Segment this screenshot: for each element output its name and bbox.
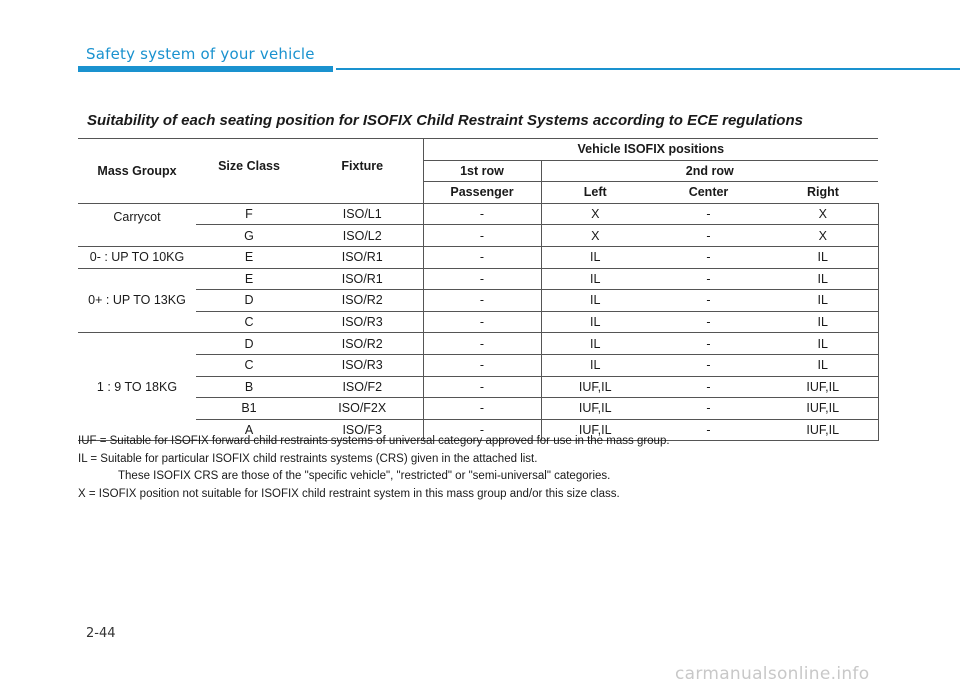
- right-cell: IL: [768, 333, 878, 355]
- size-class-cell: C: [196, 354, 302, 376]
- fixture-cell: ISO/F2: [302, 376, 423, 398]
- header-fixture: Fixture: [302, 139, 423, 204]
- fixture-cell: ISO/R3: [302, 311, 423, 333]
- fixture-cell: ISO/F2X: [302, 398, 423, 420]
- header-size-class: Size Class: [196, 139, 302, 204]
- right-cell: IL: [768, 268, 878, 290]
- table-row: [78, 203, 878, 225]
- left-cell: IL: [541, 311, 649, 333]
- fixture-cell: ISO/R1: [302, 246, 423, 268]
- left-cell: IUF,IL: [541, 398, 649, 420]
- fixture-cell: ISO/F3: [302, 419, 423, 441]
- center-cell: -: [649, 376, 768, 398]
- passenger-cell: -: [423, 354, 541, 376]
- note-x: X = ISOFIX position not suitable for ISOFIX child restraint system in this mass group and/or this size class.: [78, 487, 620, 500]
- size-class-cell: A: [196, 419, 302, 441]
- table-row: [78, 311, 878, 333]
- header-rule-thin: [336, 68, 960, 70]
- passenger-cell: -: [423, 290, 541, 312]
- left-cell: IL: [541, 246, 649, 268]
- header-first-row: 1st row: [423, 160, 541, 182]
- header-rule-thick: [78, 66, 333, 72]
- passenger-cell: -: [423, 311, 541, 333]
- right-cell: X: [768, 225, 878, 247]
- center-cell: -: [649, 203, 768, 225]
- size-class-cell: F: [196, 203, 302, 225]
- fixture-cell: ISO/R3: [302, 354, 423, 376]
- size-class-cell: E: [196, 246, 302, 268]
- fixture-cell: ISO/L2: [302, 225, 423, 247]
- left-cell: X: [541, 203, 649, 225]
- legend-notes: [78, 433, 670, 503]
- right-cell: IL: [768, 246, 878, 268]
- size-class-cell: G: [196, 225, 302, 247]
- passenger-cell: -: [423, 268, 541, 290]
- fixture-cell: ISO/R2: [302, 333, 423, 355]
- watermark: carmanualsonline.info: [675, 664, 870, 684]
- right-cell: IL: [768, 290, 878, 312]
- table-row: [78, 398, 878, 420]
- left-cell: X: [541, 225, 649, 247]
- mass-group-cell: 0- : UP TO 10KG: [78, 246, 196, 268]
- header-vehicle-positions: Vehicle ISOFIX positions: [423, 139, 878, 161]
- table-body: [78, 203, 878, 441]
- fixture-cell: ISO/R1: [302, 268, 423, 290]
- left-cell: IL: [541, 333, 649, 355]
- section-title: Safety system of your vehicle: [86, 45, 315, 63]
- header-passenger: Passenger: [423, 182, 541, 204]
- right-cell: IL: [768, 311, 878, 333]
- isofix-suitability-table: [78, 138, 879, 441]
- right-cell: IUF,IL: [768, 398, 878, 420]
- table-row: [78, 333, 878, 355]
- mass-group-cell: 0+ : UP TO 13KG: [78, 268, 196, 333]
- size-class-cell: D: [196, 333, 302, 355]
- table-row: [78, 354, 878, 376]
- passenger-cell: -: [423, 333, 541, 355]
- center-cell: -: [649, 354, 768, 376]
- fixture-cell: ISO/L1: [302, 203, 423, 225]
- header-second-row: 2nd row: [541, 160, 878, 182]
- center-cell: -: [649, 268, 768, 290]
- passenger-cell: -: [423, 225, 541, 247]
- mass-group-cell: 1 : 9 TO 18KG: [78, 333, 196, 441]
- note-iuf: IUF = Suitable for ISOFIX forward child restraints systems of universal category approved for use in the mass group.: [78, 435, 670, 447]
- header-mass-group: Mass Groupx: [78, 139, 196, 204]
- header-right: Right: [768, 182, 878, 204]
- left-cell: IUF,IL: [541, 376, 649, 398]
- size-class-cell: E: [196, 268, 302, 290]
- size-class-cell: B: [196, 376, 302, 398]
- passenger-cell: -: [423, 398, 541, 420]
- fixture-cell: ISO/R2: [302, 290, 423, 312]
- note-il: IL = Suitable for particular ISOFIX child restraints systems (CRS) given in the attached list.: [78, 452, 538, 465]
- center-cell: -: [649, 311, 768, 333]
- left-cell: IL: [541, 290, 649, 312]
- left-cell: IL: [541, 354, 649, 376]
- center-cell: -: [649, 225, 768, 247]
- center-cell: -: [649, 398, 768, 420]
- center-cell: -: [649, 246, 768, 268]
- right-cell: IUF,IL: [768, 419, 878, 441]
- center-cell: -: [649, 290, 768, 312]
- size-class-cell: B1: [196, 398, 302, 420]
- header-left: Left: [541, 182, 649, 204]
- passenger-cell: -: [423, 246, 541, 268]
- passenger-cell: -: [423, 376, 541, 398]
- left-cell: IL: [541, 268, 649, 290]
- page-number: 2-44: [86, 626, 116, 641]
- mass-group-cell: Carrycot: [78, 203, 196, 246]
- center-cell: -: [649, 419, 768, 441]
- right-cell: X: [768, 203, 878, 225]
- table-row: [78, 268, 878, 290]
- passenger-cell: -: [423, 203, 541, 225]
- size-class-cell: D: [196, 290, 302, 312]
- header-center: Center: [649, 182, 768, 204]
- note-il-detail: These ISOFIX CRS are those of the "specific vehicle", "restricted" or "semi-universal" categories.: [118, 470, 611, 482]
- table-title: Suitability of each seating position for ISOFIX Child Restraint Systems according to ECE regulations: [87, 112, 803, 129]
- table-row: [78, 225, 878, 247]
- table-row: [78, 246, 878, 268]
- table-row: [78, 376, 878, 398]
- center-cell: -: [649, 333, 768, 355]
- table-row: [78, 290, 878, 312]
- passenger-cell: -: [423, 419, 541, 441]
- right-cell: IL: [768, 354, 878, 376]
- right-cell: IUF,IL: [768, 376, 878, 398]
- size-class-cell: C: [196, 311, 302, 333]
- left-cell: IUF,IL: [541, 419, 649, 441]
